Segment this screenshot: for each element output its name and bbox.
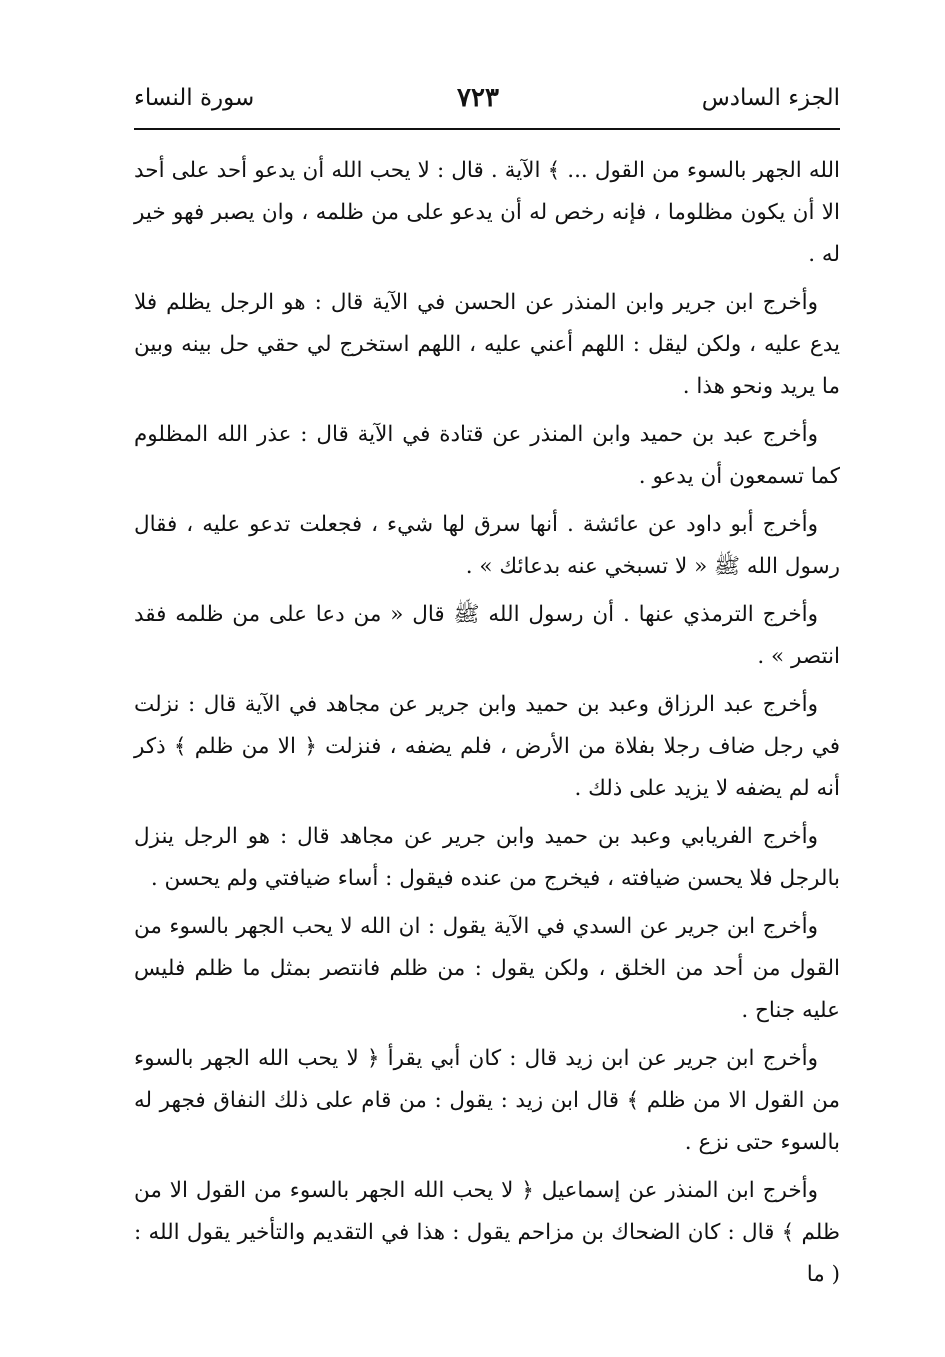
paragraph: وأخرج عبد بن حميد وابن المنذر عن قتادة في الآية قال : عذر الله المظلوم كما تسمعون أن يدعو . bbox=[134, 422, 840, 489]
paragraph: وأخرج أبو داود عن عائشة . أنها سرق لها شيء ، فجعلت تدعو عليه ، فقال رسول الله ﷺ « لا تسبخي عنه بدعائك » . bbox=[134, 512, 840, 579]
paragraph: وأخرج ابن المنذر عن إسماعيل ﴿ لا يحب الله الجهر بالسوء من القول الا من ظلم ﴾ قال : كان الضحاك بن مزاحم يقول : هذا في التقديم والتأخير يقول الله : ( ما bbox=[134, 1178, 840, 1287]
main-text bbox=[134, 150, 840, 1302]
header-divider bbox=[134, 128, 840, 130]
paragraph: الله الجهر بالسوء من القول ... ﴾ الآية . قال : لا يحب الله أن يدعو أحد على أحد الا أن يكون مظلوما ، فإنه رخص له أن يدعو على من ظلمه ، وان يصبر فهو خير له . bbox=[134, 158, 840, 267]
paragraph: وأخرج عبد الرزاق وعبد بن حميد وابن جرير عن مجاهد في الآية قال : نزلت في رجل ضاف رجلا بفلاة من الأرض ، فلم يضفه ، فنزلت ﴿ الا من ظلم ﴾ ذكر أنه لم يضفه لا يزيد على ذلك . bbox=[134, 692, 840, 801]
paragraph: وأخرج ابن جرير عن السدي في الآية يقول : ان الله لا يحب الجهر بالسوء من القول من أحد من الخلق ، ولكن يقول : من ظلم فانتصر بمثل ما ظلم فليس عليه جناح . bbox=[134, 914, 840, 1023]
running-header bbox=[134, 78, 840, 118]
paragraph: وأخرج الفريابي وعبد بن حميد وابن جرير عن مجاهد قال : هو الرجل ينزل بالرجل فلا يحسن ضيافته ، فيخرج من عنده فيقول : أساء ضيافتي ولم يحسن . bbox=[134, 824, 840, 891]
paragraph: وأخرج ابن جرير وابن المنذر عن الحسن في الآية قال : هو الرجل يظلم فلا يدع عليه ، ولكن ليقل : اللهم أعني عليه ، اللهم استخرج لي حقي حل بينه وبين ما يريد ونحو هذا . bbox=[134, 290, 840, 399]
paragraph: وأخرج ابن جرير عن ابن زيد قال : كان أبي يقرأ ﴿ لا يحب الله الجهر بالسوء من القول الا من ظلم ﴾ قال ابن زيد : يقول : من قام على ذلك النفاق فجهر له بالسوء حتى نزع . bbox=[134, 1046, 840, 1155]
part-title: الجزء السادس bbox=[701, 85, 840, 111]
paragraph: وأخرج الترمذي عنها . أن رسول الله ﷺ قال « من دعا على من ظلمه فقد انتصر » . bbox=[134, 602, 840, 669]
page-number: ٧٢٣ bbox=[457, 83, 499, 113]
surah-title: سورة النساء bbox=[134, 85, 255, 111]
